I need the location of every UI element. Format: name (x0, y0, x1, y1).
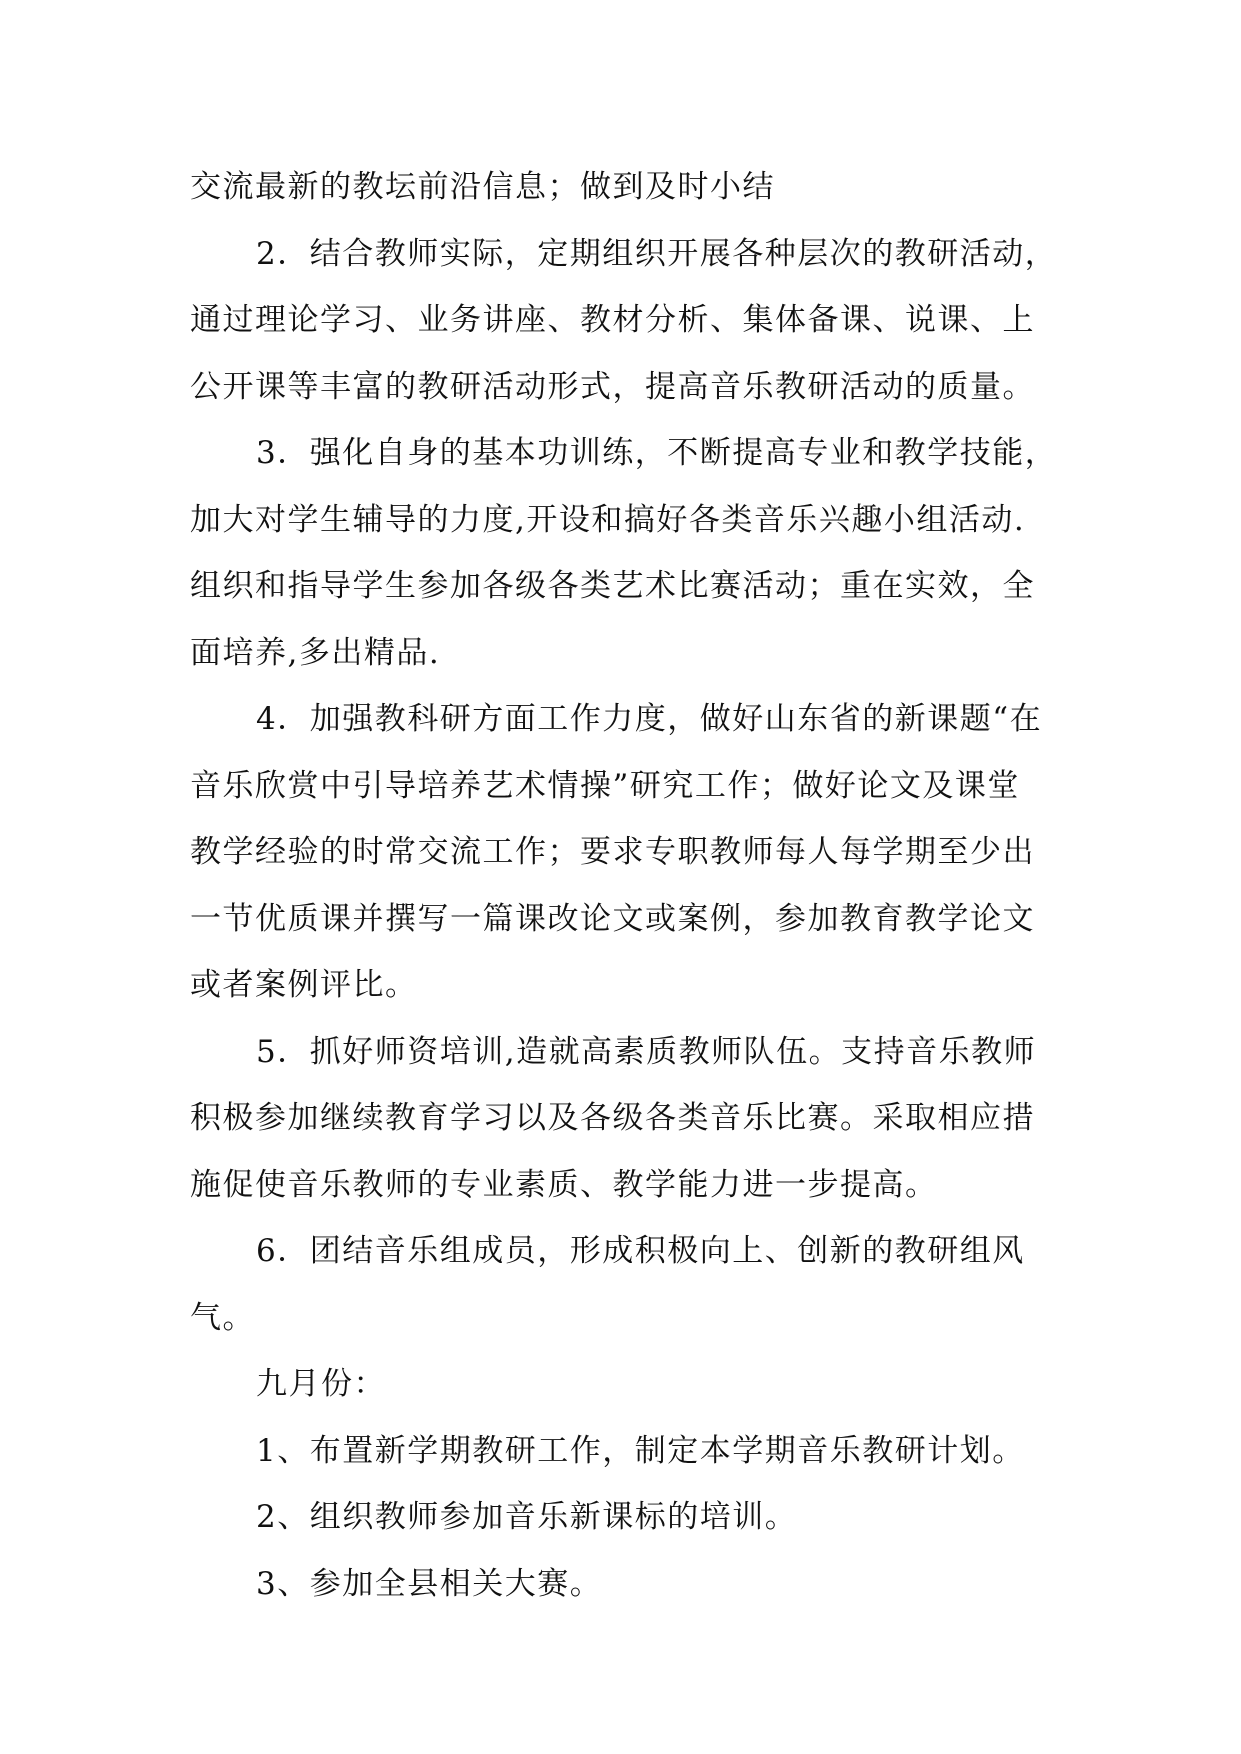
text-line: 教学经验的时常交流工作；要求专职教师每人每学期至少出 (190, 834, 1035, 870)
text-line: 施促使音乐教师的专业素质、教学能力进一步提高。 (190, 1166, 938, 1203)
text-line: 面培养,多出精品. (190, 634, 441, 671)
text-line: 交流最新的教坛前沿信息；做到及时小结 (190, 169, 775, 205)
text-line: 一节优质课并撰写一篇课改论文或案例，参加教育教学论文 (190, 900, 1035, 937)
text-line: 气。 (190, 1299, 255, 1336)
september-item-3: 3、参加全县相关大赛。 (256, 1565, 603, 1602)
text-line: 公开课等丰富的教研活动形式，提高音乐教研活动的质量。 (190, 368, 1035, 405)
list-item-6: 6．团结音乐组成员，形成积极向上、创新的教研组风 (256, 1233, 1025, 1269)
list-item-3: 3．强化自身的基本功训练，不断提高专业和教学技能， (256, 435, 1058, 471)
september-item-1: 1、布置新学期教研工作，制定本学期音乐教研计划。 (256, 1432, 1025, 1469)
list-item-5: 5．抓好师资培训,造就高素质教师队伍。支持音乐教师 (256, 1033, 1037, 1070)
document-body (190, 154, 1060, 1617)
text-line: 加大对学生辅导的力度,开设和搞好各类音乐兴趣小组活动. (190, 501, 1026, 538)
text-line: 通过理论学习、业务讲座、教材分析、集体备课、说课、上 (190, 302, 1035, 338)
september-item-2: 2、组织教师参加音乐新课标的培训。 (256, 1499, 798, 1535)
text-line: 组织和指导学生参加各级各类艺术比赛活动；重在实效，全 (190, 568, 1035, 604)
text-line: 音乐欣赏中引导培养艺术情操”研究工作；做好论文及课堂 (190, 767, 1020, 804)
list-item-4: 4．加强教科研方面工作力度，做好山东省的新课题“在 (256, 701, 1043, 737)
text-line: 积极参加继续教育学习以及各级各类音乐比赛。采取相应措 (190, 1100, 1035, 1136)
section-heading-september: 九月份： (256, 1366, 386, 1402)
text-line: 或者案例评比。 (190, 967, 418, 1003)
list-item-2: 2．结合教师实际，定期组织开展各种层次的教研活动， (256, 235, 1058, 272)
